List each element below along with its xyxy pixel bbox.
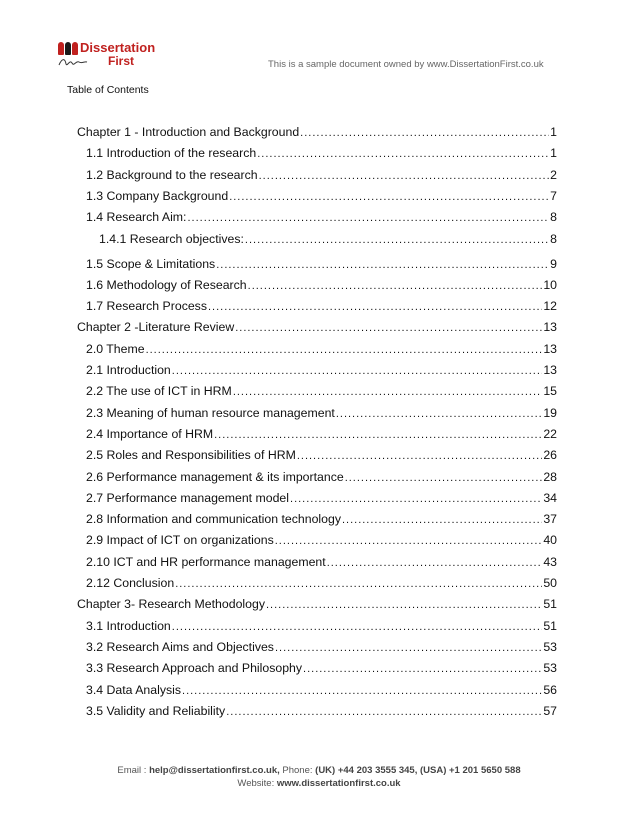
toc-entry-page: 51 bbox=[543, 618, 557, 633]
toc-entry[interactable] bbox=[86, 187, 557, 203]
toc-entry-label: 2.5 Roles and Responsibilities of HRM bbox=[86, 448, 296, 463]
toc-entry-page: 1 bbox=[550, 125, 557, 139]
toc-entry[interactable] bbox=[86, 574, 557, 590]
toc-entry[interactable] bbox=[86, 681, 557, 697]
toc-entry[interactable] bbox=[86, 361, 557, 377]
toc-leader-dots bbox=[226, 704, 542, 718]
toc-entry-page: 53 bbox=[543, 661, 557, 676]
toc-entry-label: 3.3 Research Approach and Philosophy bbox=[86, 661, 303, 676]
toc-leader-dots bbox=[172, 619, 543, 633]
toc-entry[interactable] bbox=[86, 297, 557, 313]
toc-entry[interactable] bbox=[86, 425, 557, 441]
brand-name-line2: First bbox=[108, 54, 135, 68]
toc-entry-label: Chapter 3- Research Methodology bbox=[77, 597, 265, 612]
toc-entry[interactable] bbox=[99, 230, 557, 246]
toc-entry-page: 51 bbox=[543, 597, 557, 612]
footer-website[interactable]: www.dissertationfirst.co.uk bbox=[276, 778, 401, 789]
footer-contact-line bbox=[0, 765, 638, 776]
toc-leader-dots bbox=[187, 210, 549, 224]
toc-entry-label: 1.5 Scope & Limitations bbox=[86, 256, 216, 271]
toc-leader-dots bbox=[327, 555, 543, 569]
footer-website-line bbox=[0, 778, 638, 789]
toc-entry-label: 3.2 Research Aims and Objectives bbox=[86, 639, 274, 654]
toc-leader-dots bbox=[146, 342, 543, 356]
header-ownership-note: This is a sample document owned by www.DissertationFirst.co.uk bbox=[268, 59, 544, 70]
signature-mark-icon bbox=[58, 56, 88, 68]
toc-entry-page: 28 bbox=[543, 469, 557, 484]
toc-entry-label: 3.4 Data Analysis bbox=[86, 682, 182, 697]
toc-leader-dots bbox=[300, 125, 549, 139]
toc-leader-dots bbox=[233, 384, 543, 398]
toc-entry-label: Chapter 1 - Introduction and Background bbox=[77, 125, 300, 139]
toc-entry[interactable] bbox=[86, 553, 557, 569]
toc-leader-dots bbox=[297, 448, 542, 462]
toc-entry-label: 2.8 Information and communication technology bbox=[86, 512, 341, 527]
toc-leader-dots bbox=[214, 427, 542, 441]
toc-entry[interactable] bbox=[86, 659, 557, 675]
toc-leader-dots bbox=[275, 533, 543, 547]
toc-entry[interactable] bbox=[86, 404, 557, 420]
toc-leader-dots bbox=[290, 491, 542, 505]
toc-entry-page: 12 bbox=[543, 299, 557, 314]
toc-entry-page: 37 bbox=[543, 512, 557, 527]
toc-entry-label: 1.1 Introduction of the research bbox=[86, 146, 257, 161]
toc-entry-page: 26 bbox=[543, 448, 557, 463]
toc-entry-label: 1.4.1 Research objectives: bbox=[99, 231, 244, 246]
brand-logo bbox=[58, 40, 156, 70]
toc-entry-label: 2.0 Theme bbox=[86, 341, 145, 356]
toc-leader-dots bbox=[342, 512, 542, 526]
toc-entry-label: 2.1 Introduction bbox=[86, 363, 171, 377]
footer-website-label: Website: bbox=[237, 778, 277, 789]
toc-leader-dots bbox=[275, 640, 542, 654]
toc-leader-dots bbox=[336, 406, 542, 420]
toc-leader-dots bbox=[235, 320, 542, 334]
footer-email-label: Email : bbox=[117, 765, 150, 776]
toc-leader-dots bbox=[257, 146, 549, 160]
toc-leader-dots bbox=[208, 299, 542, 313]
toc-entry-page: 13 bbox=[543, 341, 557, 356]
toc-entry-page: 40 bbox=[543, 533, 557, 548]
toc-entry[interactable] bbox=[86, 617, 557, 633]
footer-email[interactable]: help@dissertationfirst.co.uk, bbox=[149, 765, 280, 776]
toc-entry-page: 8 bbox=[550, 210, 557, 225]
toc-entry[interactable] bbox=[77, 318, 557, 334]
toc-entry-label: Chapter 2 -Literature Review bbox=[77, 320, 235, 335]
people-icon bbox=[58, 42, 80, 56]
brand-name-line1: Dissertation bbox=[80, 40, 156, 55]
toc-entry[interactable] bbox=[86, 144, 557, 160]
toc-leader-dots bbox=[259, 168, 550, 182]
toc-entry-page: 50 bbox=[543, 576, 557, 590]
toc-leader-dots bbox=[229, 189, 549, 203]
toc-entry-label: 2.12 Conclusion bbox=[86, 576, 175, 590]
toc-leader-dots bbox=[182, 683, 542, 697]
toc-leader-dots bbox=[245, 232, 549, 246]
toc-entry-label: 1.7 Research Process bbox=[86, 299, 207, 314]
toc-entry-label: 2.2 The use of ICT in HRM bbox=[86, 384, 232, 399]
toc-entry-label: 2.7 Performance management model bbox=[86, 490, 290, 505]
toc-entry[interactable] bbox=[86, 702, 557, 718]
toc-entry[interactable] bbox=[86, 255, 557, 271]
toc-entry-page: 7 bbox=[550, 188, 557, 203]
toc-entry-label: 2.3 Meaning of human resource management bbox=[86, 405, 335, 420]
toc-entry-page: 10 bbox=[543, 277, 557, 292]
toc-entry-page: 9 bbox=[550, 256, 557, 271]
toc-leader-dots bbox=[216, 257, 549, 271]
toc-entry[interactable] bbox=[86, 276, 557, 292]
toc-leader-dots bbox=[266, 597, 542, 611]
toc-entry-label: 2.10 ICT and HR performance management bbox=[86, 554, 326, 569]
toc-entry-page: 2 bbox=[550, 167, 557, 182]
toc-entry-label: 1.3 Company Background bbox=[86, 188, 229, 203]
toc-entry[interactable] bbox=[86, 489, 557, 505]
toc-entry-label: 1.4 Research Aim: bbox=[86, 210, 187, 225]
toc-entry[interactable] bbox=[77, 595, 557, 611]
toc-entry[interactable] bbox=[86, 531, 557, 547]
toc-entry-label: 2.6 Performance management & its importance bbox=[86, 469, 344, 484]
toc-entry-label: 1.6 Methodology of Research bbox=[86, 277, 247, 292]
toc-leader-dots bbox=[248, 278, 543, 292]
toc-entry-label: 2.4 Importance of HRM bbox=[86, 426, 214, 441]
toc-entry-page: 19 bbox=[543, 405, 557, 420]
toc-entry-page: 1 bbox=[550, 146, 557, 161]
toc-entry-page: 34 bbox=[543, 490, 557, 505]
toc-heading: Table of Contents bbox=[67, 84, 149, 96]
footer-phone: (UK) +44 203 3555 345, (USA) +1 201 5650 588 bbox=[315, 765, 521, 776]
toc-leader-dots bbox=[175, 576, 542, 590]
toc-entry-page: 13 bbox=[543, 363, 557, 377]
toc-entry-label: 1.2 Background to the research bbox=[86, 167, 258, 182]
toc-entry[interactable] bbox=[86, 446, 557, 462]
toc-leader-dots bbox=[303, 661, 542, 675]
toc-entry-page: 8 bbox=[550, 231, 557, 246]
toc-entry-page: 53 bbox=[543, 639, 557, 654]
toc-entry[interactable] bbox=[86, 166, 557, 182]
toc-leader-dots bbox=[172, 363, 543, 377]
toc-entry[interactable] bbox=[86, 382, 557, 398]
toc-entry[interactable] bbox=[86, 510, 557, 526]
toc-entry-label: 3.5 Validity and Reliability bbox=[86, 703, 226, 718]
toc-entry-page: 13 bbox=[543, 320, 557, 335]
toc-leader-dots bbox=[345, 470, 543, 484]
toc-entry[interactable] bbox=[86, 468, 557, 484]
toc-entry[interactable] bbox=[86, 340, 557, 356]
toc-entry-page: 56 bbox=[543, 682, 557, 697]
toc-entry[interactable] bbox=[86, 208, 557, 224]
toc-entry-page: 57 bbox=[543, 703, 557, 718]
toc-entry-label: 2.9 Impact of ICT on organizations bbox=[86, 533, 274, 548]
toc-entry-page: 43 bbox=[543, 554, 557, 569]
toc-entry-page: 22 bbox=[543, 426, 557, 441]
toc-entry-label: 3.1 Introduction bbox=[86, 618, 171, 633]
toc-entry-page: 15 bbox=[543, 384, 557, 399]
toc-entry[interactable] bbox=[86, 638, 557, 654]
toc-entry[interactable] bbox=[77, 123, 557, 139]
footer-phone-label: Phone: bbox=[279, 765, 316, 776]
